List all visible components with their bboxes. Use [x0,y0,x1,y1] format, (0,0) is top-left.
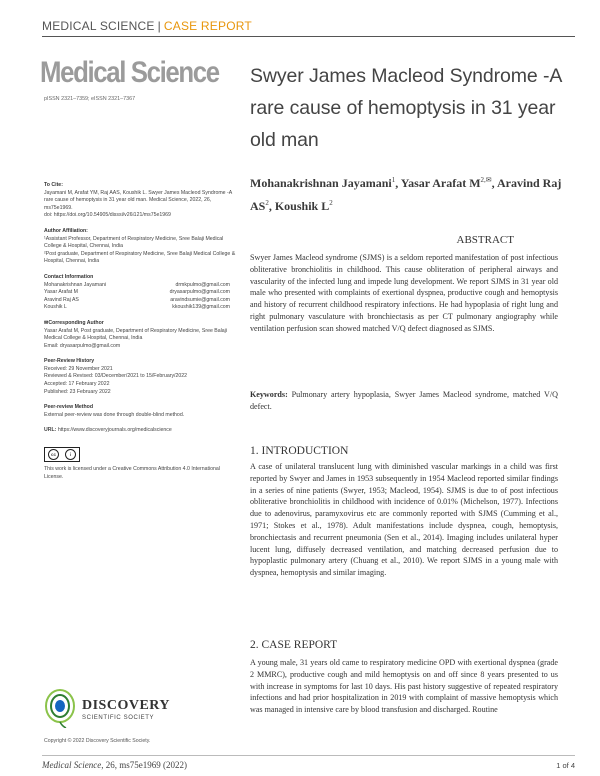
article-title: Swyer James Macleod Syndrome -A rare cause of hemoptysis in 31 year old man [250,65,562,151]
keywords [250,389,558,413]
contact-email[interactable]: kkoushik139@gmail.com [172,304,230,311]
review-history-heading: Peer-Review History [44,358,95,365]
journal-section: MEDICAL SCIENCE [42,19,155,33]
contact-name: Koushik L [44,304,67,311]
cite-heading: To Cite: [44,182,63,188]
introduction-heading: 1. INTRODUCTION [250,445,349,457]
introduction-text [250,461,558,579]
author-affil-mark: 2 [329,199,333,207]
affiliation-heading: Author Affiliation: [44,227,88,234]
footer-issue: , 26, ms75e1969 (2022) [101,760,187,770]
keywords-label: Keywords: [250,390,288,399]
footer-rule [42,755,575,756]
footer-journal: Medical Science [42,760,102,770]
contact-row [44,282,230,290]
affiliation-1: ¹Assistant Professor, Department of Respiratory Medicine, Sree Balaji Medical College & Hospital, Chennai, India [44,235,224,250]
corresponding-author: Yasar Arafat M, Post graduate, Department of Respiratory Medicine, Sree Balaji Medical College & Hospital, Chennai, India [44,327,227,342]
abstract-paragraph: Swyer James Macleod syndrome (SJMS) is a seldom reported manifestation of post infectious obliterative bronchiolitis in childhood. This cause obliteration of peripheral airways and vascularity of the infected lung and impede lung development. We report SJMS in 31 year old male who presented with complaints of exertional dyspnea, productive cough and hemoptysis and history of recurrent childhood respiratory infections. He had hypoplasia of right lung and right pulmonary vasculature with bronchiectasis as per CT pulmonary angiography while ventilation perfusion scan showed matched V/Q defect diagnosed as SJMS. [250,253,558,333]
url-link[interactable]: https://www.discoveryjournals.org/medicalscience [56,427,172,434]
author: Koushik L [274,199,330,213]
citation: Jayamani M, Arafat YM, Raj AAS, Koushik L. Swyer James Macleod Syndrome -A rare cause of hemoptysis in 31 year old man. Medical Science, 2022, 26, ms75e1969. [44,189,232,211]
copyright: Copyright © 2022 Discovery Scientific Society. [44,738,151,744]
author-affil-mark: 2,✉ [480,176,492,184]
author-affil-mark: 1 [391,176,396,184]
article-type: CASE REPORT [163,19,252,33]
author: Mohanakrishnan Jayamani [250,176,392,190]
contact-name: Yasar Arafat M [44,289,78,296]
keywords-text: Pulmonary artery hypoplasia, Swyer James Macleod syndrome, matched V/Q defect. [250,390,558,411]
issn: pISSN 2321–7359; eISSN 2321–7367 [44,96,136,102]
contact-heading: Contact Information [44,273,94,280]
header-rule [42,36,575,37]
contact-row [44,304,230,312]
abstract-text [250,252,558,335]
discovery-society: SCIENTIFIC SOCIETY [82,715,155,721]
author-separator: , [268,199,275,213]
contact-row [44,297,230,305]
article-info-sidebar [44,182,240,481]
author: Yasar Arafat M [400,176,481,190]
page-number: 1 of 4 [556,761,575,770]
footer-citation [42,760,187,770]
author-separator: , [395,176,401,190]
license-text: This work is licensed under a Creative Commons Attribution 4.0 International License. [44,466,220,480]
author-list [250,170,578,216]
header-separator: | [157,19,161,33]
cc-by-icon: cc i [44,447,80,462]
contact-email[interactable]: drmkpulmo@gmail.com [175,281,230,288]
journal-logo: Medical Science [40,56,219,89]
contact-row [44,289,230,297]
case-report-paragraph: A young male, 31 years old came to respiratory medicine OPD with exertional dyspnea (grade 2 MMRC), productive cough and mild hemoptysis on and off since 8 years presented to us with increase in symptoms for last 10 days. His past history suggestive of repeated respiratory infections and had prior hospitalization in 2019 with complaint of massive hemoptysis which was managed in intensive care by blood transfusion and discharged. Routine [250,658,558,715]
corresponding-heading: ✉Corresponding Author [44,319,104,326]
contact-email[interactable]: dryasarpulmo@gmail.com [169,289,230,296]
discovery-name: DISCOVERY [82,698,171,713]
accepted-date: Accepted: 17 February 2022 [44,381,110,388]
received-date: Received: 29 November 2021 [44,365,113,372]
journal-url [44,427,240,435]
revised-date: Reviewed & Revised: 03/December/2021 to 15/February/2022 [44,373,188,380]
contact-name: Mohanakrishnan Jayamani [44,281,106,288]
affiliation-2: ²Post graduate, Department of Respiratory Medicine, Sree Balaji Medical College & Hospital, Chennai, India [44,250,236,265]
corresponding-email[interactable]: Email: dryasarpulmo@gmail.com [44,342,121,349]
published-date: Published: 23 February 2022 [44,388,111,395]
review-method: External peer-review was done through double-blind method. [44,411,185,418]
introduction-paragraph: A case of unilateral translucent lung with diminished vascular markings in a child was first reported by Swyer and James in 1953 subsequently in 1954 Macleod reported similar findings in a series of nine patients (Swyer, 1953; Macleod, 1954). SJMS is due to of post infectious obliterative bronchiolitis in childhood with incidence of 0.01% (Michelson, 1977). Infections due to adenovirus, paramyxovirus etc are commonly reported with SJMS (Cumming et al., 1971; Stokes et al., 1978). Adult manifestations include dyspnea, cough, hemoptysis, bronchiectasis and recurrent pneumonia (Sen et al., 2014). Imaging includes unilateral hyper lucent lung, diffusely decreased ventilation, and matching decreased perfusion due to hypoplastic pulmonary artery (Chuang et al., 2010). We report SJMS in a young male with dyspnea, hemoptysis and similar imaging. [250,462,558,578]
discovery-logo [42,688,222,736]
author-affil-mark: 2 [265,199,269,207]
case-report-heading: 2. CASE REPORT [250,639,338,651]
contact-name: Aravind Raj AS [44,296,79,303]
cc-license-badge[interactable] [44,447,240,462]
url-label: URL: [44,427,57,434]
author: Aravind Raj AS [250,176,562,213]
page-header [42,19,252,33]
doi-link[interactable]: doi: https://doi.org/10.54905/disssi/v26i121/ms75e1969 [44,212,171,219]
peacock-feather-icon [42,688,78,728]
author-separator: , [491,176,497,190]
contact-email[interactable]: aravindsumie@gmail.com [170,296,230,303]
review-method-heading: Peer-review Method [44,404,94,411]
case-report-text [250,657,558,716]
abstract-heading: ABSTRACT [456,234,514,246]
